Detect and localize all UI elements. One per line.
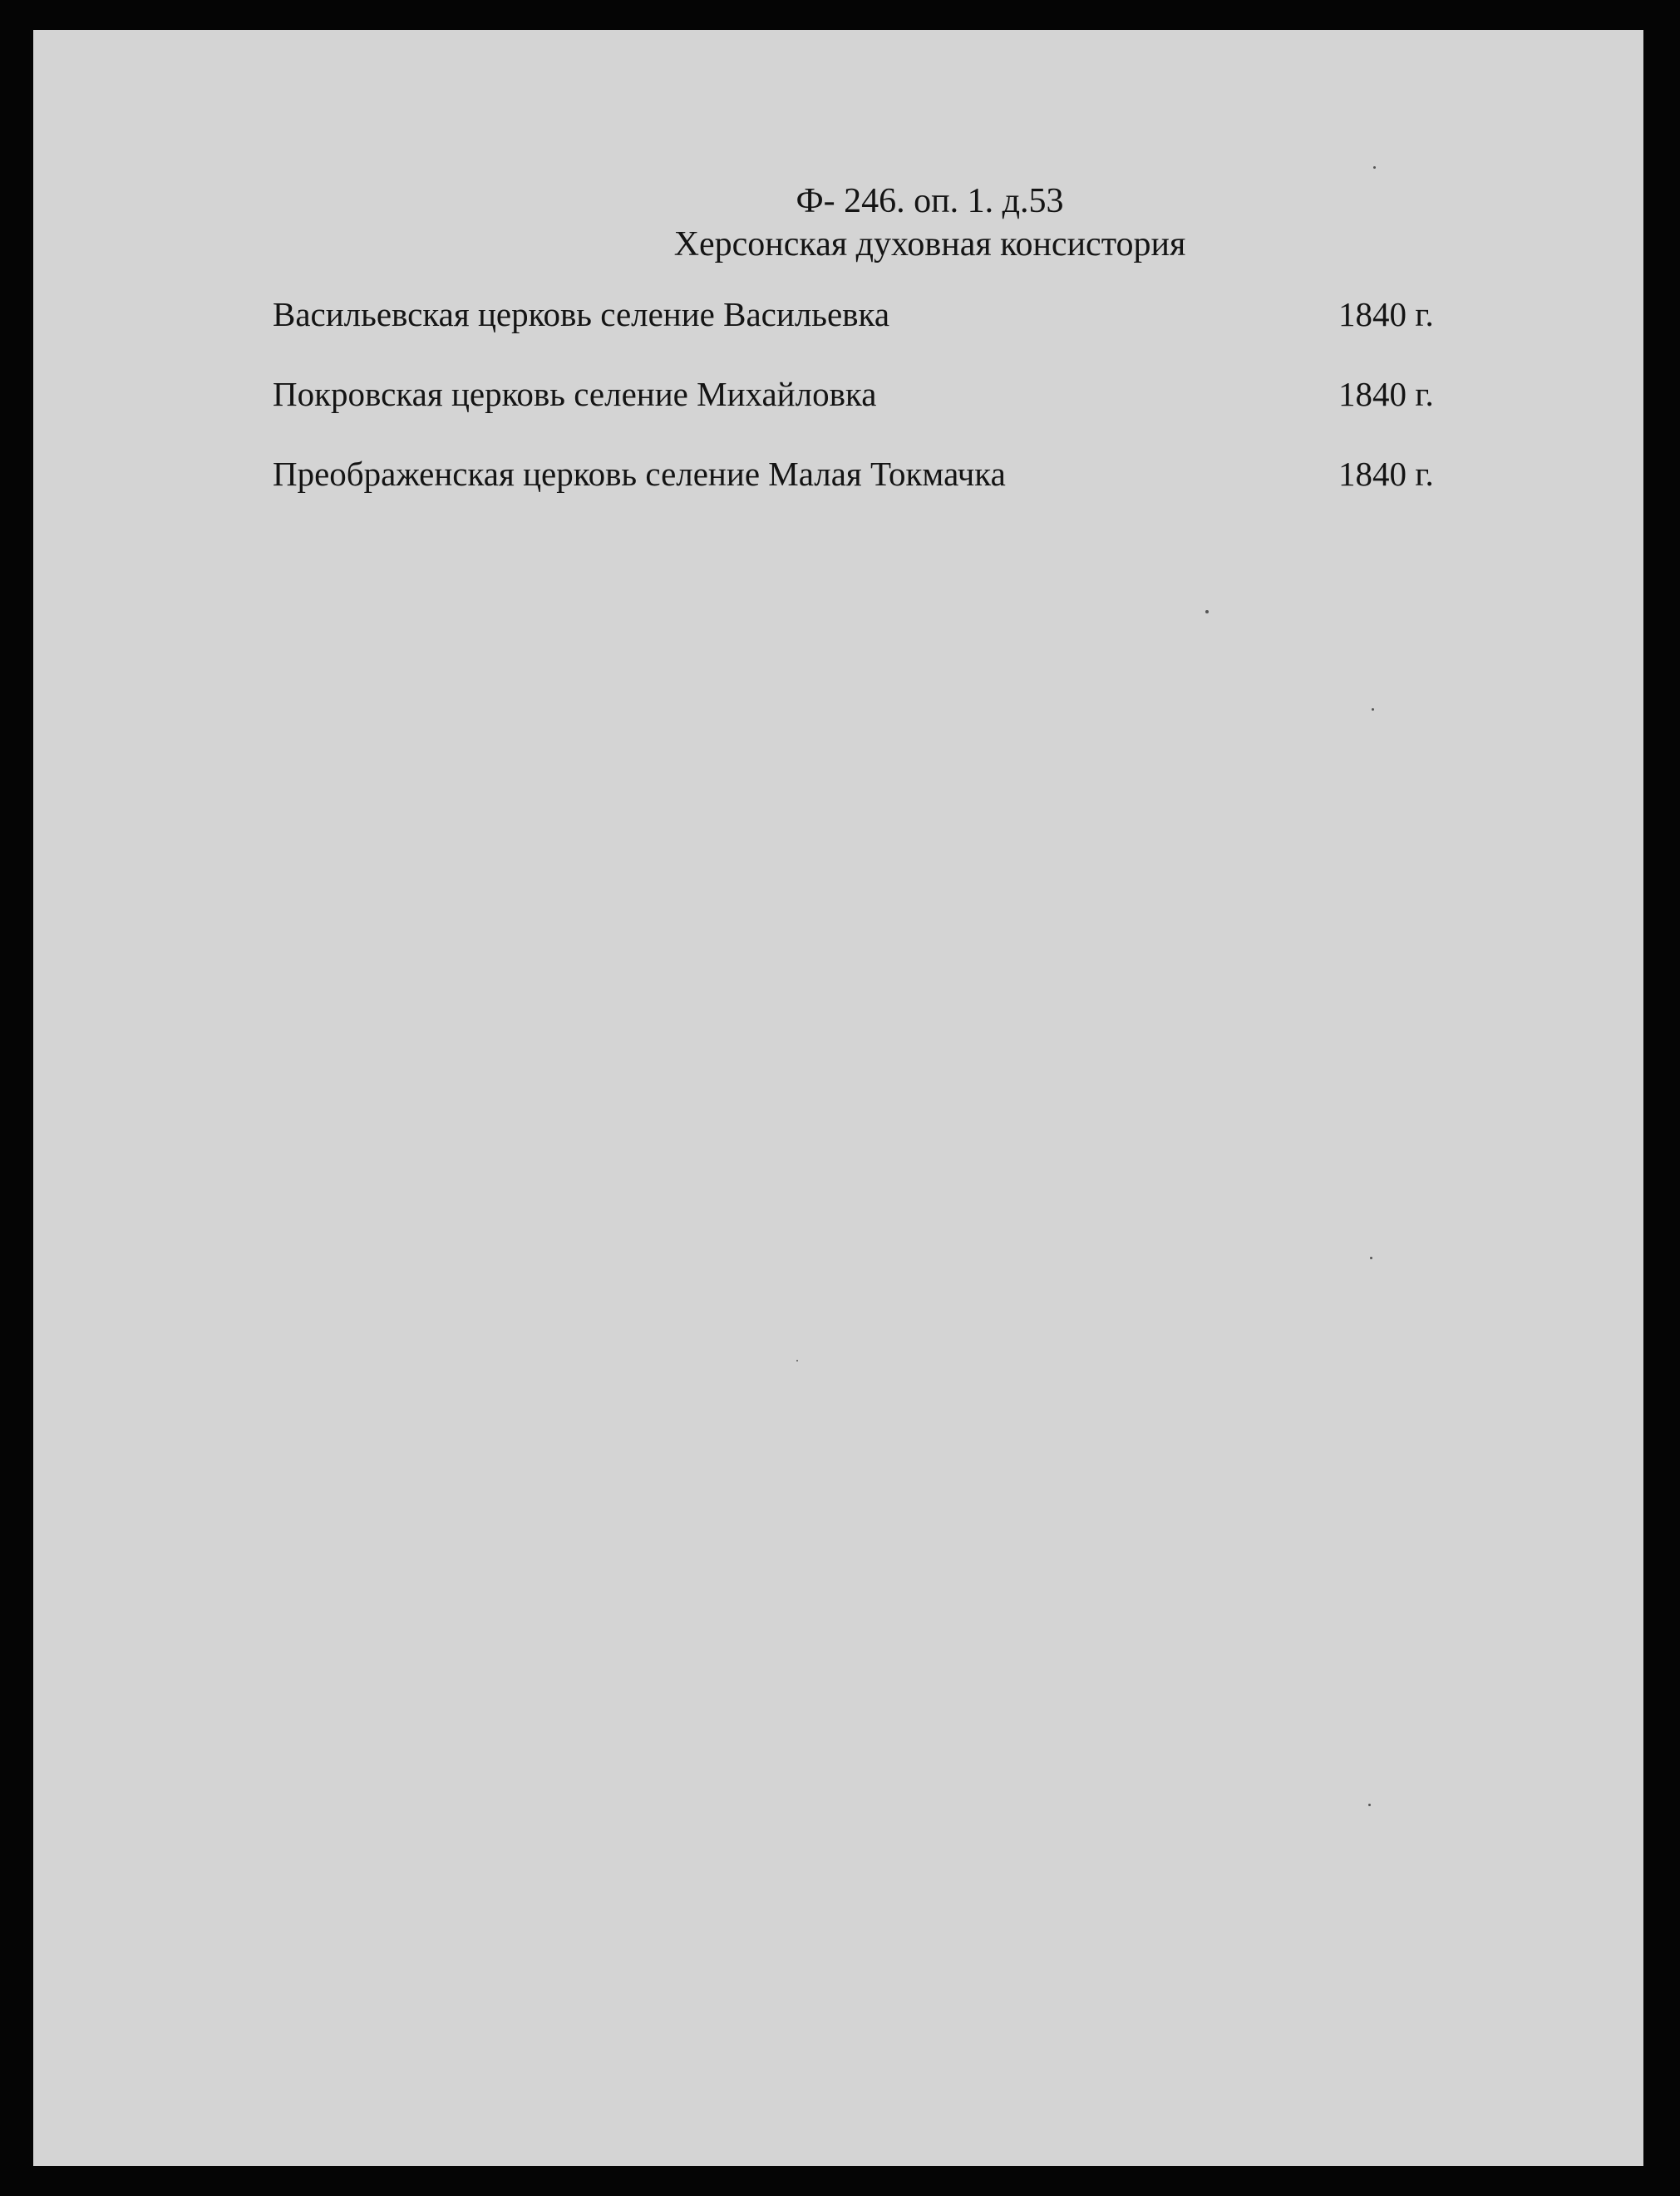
church-name: Васильевская церковь селение Васильевка (273, 295, 890, 333)
institution-name: Херсонская духовная консистория (673, 225, 1186, 263)
scan-speck (796, 1360, 798, 1361)
list-item (273, 374, 1453, 454)
church-name: Покровская церковь селение Михайловка (273, 375, 877, 413)
list-item (273, 294, 1453, 374)
paper-sheet (33, 30, 1643, 2166)
scan-speck (1370, 1257, 1372, 1259)
church-name: Преображенская церковь селение Малая Токмачка (273, 455, 1006, 493)
scan-speck (1205, 610, 1209, 613)
archive-reference: Ф- 246. оп. 1. д.53 (796, 182, 1064, 220)
document-header (33, 180, 1643, 266)
list-item (273, 454, 1453, 534)
record-year: 1840 г. (1338, 455, 1434, 493)
record-year: 1840 г. (1338, 295, 1434, 333)
scan-speck (1373, 166, 1376, 169)
scan-speck (1368, 1804, 1371, 1806)
scan-speck (1372, 708, 1374, 711)
record-year: 1840 г. (1338, 375, 1434, 413)
church-list (273, 294, 1453, 534)
